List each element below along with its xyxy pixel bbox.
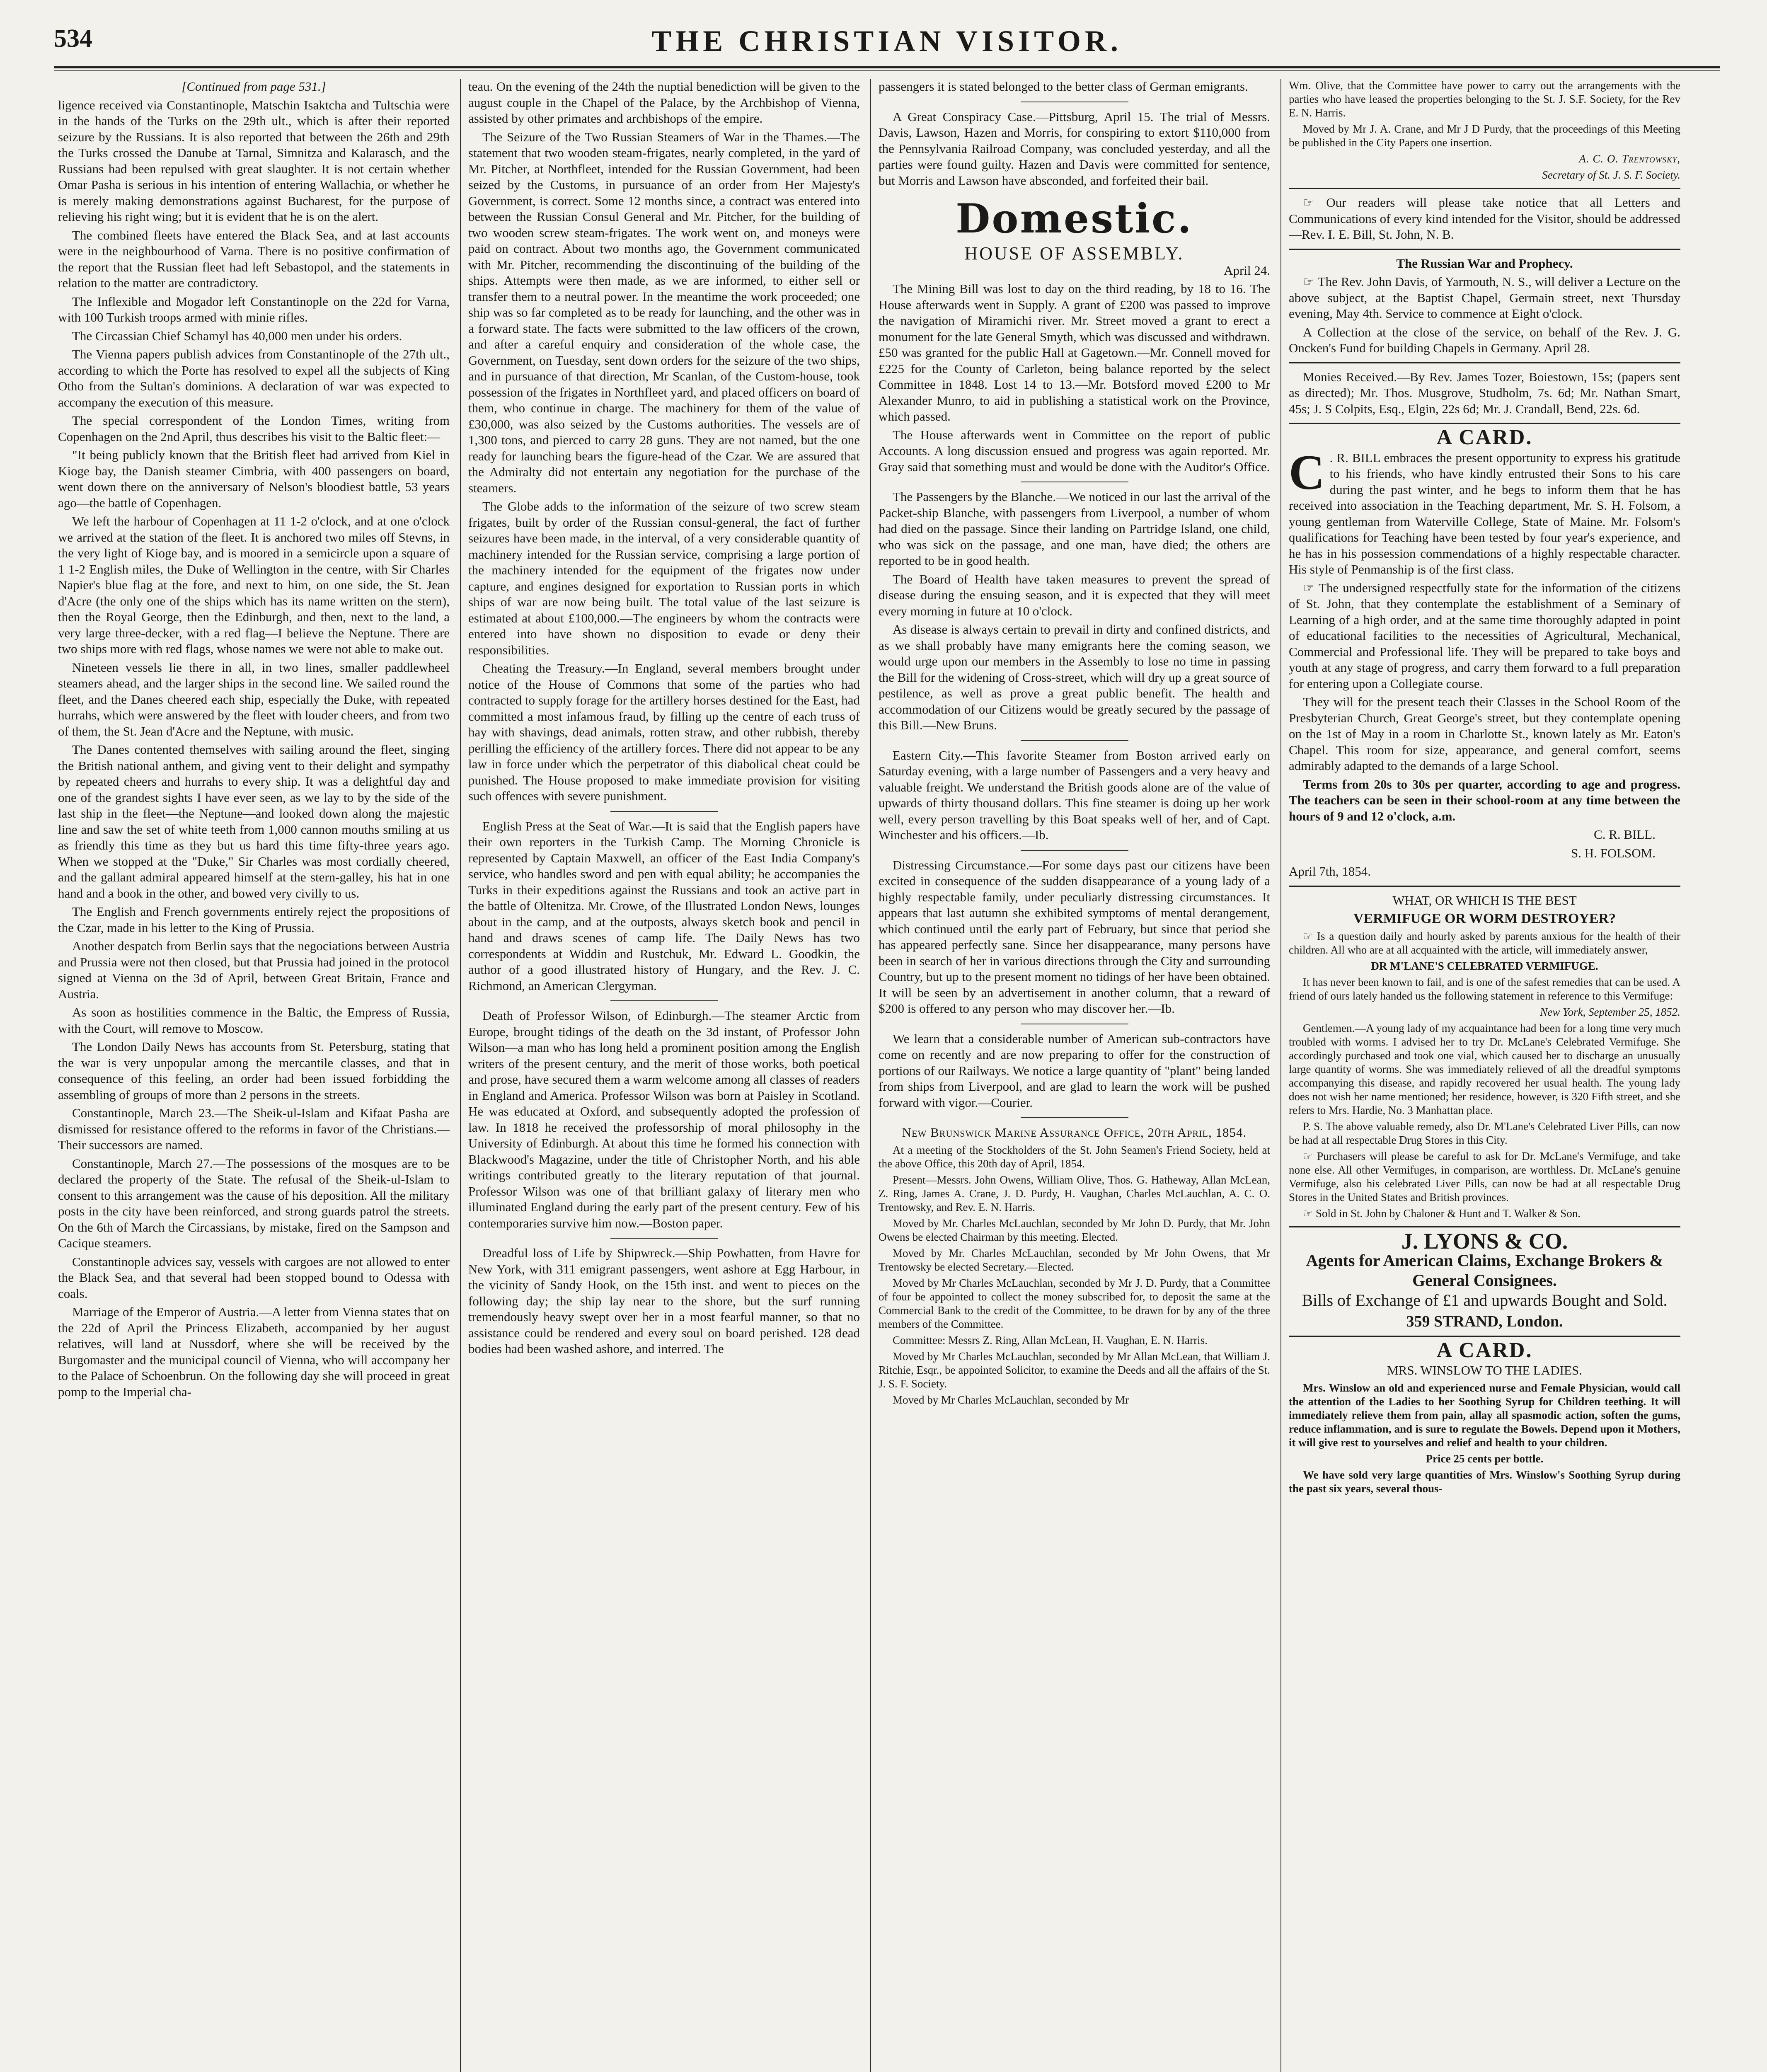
minutes-paragraph: Present—Messrs. John Owens, William Olive, Thos. G. Hatheway, Allan McLean, Z. Ring, James A. Crane, J. D. Purdy, H. Vaughan, Charles McLauchlan, A. C. O. Trentowsky, and Rev. E. N. Harris.	[879, 1173, 1270, 1213]
lyons-heading: J. LYONS & CO.	[1401, 1228, 1568, 1254]
section-rule	[610, 811, 718, 812]
article-paragraph: passengers it is stated belonged to the better class of German emigrants.	[879, 79, 1248, 94]
vermifuge-heading-main: VERMIFUGE OR WORM DESTROYER?	[1353, 911, 1616, 926]
winslow-paragraph: We have sold very large quantities of Mrs. Winslow's Soothing Syrup during the past six years, several thous-	[1289, 1468, 1680, 1495]
vermifuge-paragraph: ☞ Is a question daily and hourly asked by parents anxious for the health of their children. All who are at all acquainted with the article, will immediately answer,	[1289, 929, 1680, 957]
header-rule	[54, 66, 1720, 68]
lyons-subheading: Agents for American Claims, Exchange Brokers & General Consignees.	[1306, 1251, 1663, 1290]
section-rule	[1021, 1117, 1128, 1118]
article-paragraph: Constantinople, March 23.—The Sheik-ul-Islam and Kifaat Pasha are dismissed for resistance offered to the reforms in favor of the Christians.—Their successors are named.	[58, 1106, 450, 1152]
article-paragraph: The Mining Bill was lost to day on the third reading, by 18 to 16. The House afterwards went in Supply. A grant of £200 was passed to improve the navigation of Miramichi river. Mr. Street moved a grant to erect a monument for the late General Smyth, which was discussed and withdrawn. £50 was granted for the public Hall at Gagetown.—Mr. Connell moved for £225 for the County of Carleton, being balance reported by the select Committee in 1848. Lost 14 to 13.—Mr. Botsford moved £200 to Mr Alexander Munro, to aid in publishing a statistical work on the Province, which passed.	[879, 281, 1270, 424]
article-paragraph: Constantinople, March 27.—The possessions of the mosques are to be declared the property of the State. The refusal of the Sheik-ul-Islam to consent to this arrangement was the cause of his deposition. All the military posts in the city have been reinforced, and strong guards patrol the streets. On the 6th of March the Circassians, by mistake, fired on the Sampson and Cacique steamers.	[58, 1156, 450, 1250]
card-date: April 7th, 1854.	[1289, 864, 1371, 879]
winslow-paragraph: Mrs. Winslow an old and experienced nurse and Female Physician, would call the attention of the Ladies to her Soothing Syrup for Children teething. It will immediately relieve them from pain, allay all spasmodic action, soften the gums, reduce inflammation, and is sure to regulate the Bowels. Depend upon it Mothers, it will give rest to yourselves and relief and health to your children.	[1289, 1381, 1680, 1449]
article-paragraph: The Seizure of the Two Russian Steamers of War in the Thames.—The statement that two wooden steam-frigates, nearly completed, in the yard of Mr. Pitcher, at Northfleet, intended for the Russian Government, had been seized by the Customs, in pursuance of an order from Her Majesty's Government, is correct. Some 12 months since, a contract was entered into between the Russian Consul General and Mr. Pitcher, for the building of two wooden screw steam-frigates. The work went on, and moneys were paid on contract. About two months ago, the Government communicated with Mr. Pitcher, recommending the discontinuing of the building of the ships. Attempts were then made, as we are informed, to either sell or transfer them to a neutral power. In the meantime the work proceeded; one ship was so far completed as to be ready for launching, and the other was in a forward state. The facts were submitted to the law officers of the crown, and after a careful enquiry and consideration of the whole case, the Government, on Tuesday, sent down orders for the seizure of the two ships, and in pursuance of that direction, Mr Scanlan, of the Custom-house, took possession of the frigates in Northfleet yard, and placed officers on board of them, who continue in charge. The machinery for them of the value of £30,000, was also seized by the Customs authorities. The vessels are of 1,300 tons, and pierced to carry 28 guns. They are not named, but the one ready for launching bears the figure-head of the Czar. We are assured that the Admiralty did not entertain any negotiation for the purchase of the steamers.	[468, 129, 860, 495]
winslow-subheading: MRS. WINSLOW TO THE LADIES.	[1387, 1363, 1582, 1377]
article-paragraph: The Passengers by the Blanche.—We noticed in our last the arrival of the Packet-ship Blanche, with passengers from Liverpool, a number of whom had died on the passage. Since their landing on Partridge Island, one child, who was sick on the passage, and one man, have died; the others are reported to be in good health.	[879, 489, 1270, 568]
card-paragraph	[1289, 444, 1680, 578]
article-paragraph: The special correspondent of the London Times, writing from Copenhagen on the 2nd April, thus describes his visit to the Baltic fleet:—	[58, 413, 450, 444]
winslow-price: Price 25 cents per bottle.	[1426, 1452, 1544, 1465]
section-rule	[1289, 188, 1680, 189]
card-terms: Terms from 20s to 30s per quarter, according to age and progress. The teachers can be seen in their school-room at any time between the hours of 9 and 12 o'clock, a.m.	[1289, 777, 1680, 823]
section-rule	[1289, 1336, 1680, 1337]
card-text: . R. BILL embraces the present opportunity to express his gratitude to his friends, who have kindly entrusted their Sons to his care during the past winter, and he begs to inform them that he has received into association in the Teaching department, Mr. S. H. Folsom, a young gentleman from Waterville College, State of Maine. Mr. Folsom's qualifications for Teaching have been tested by four year's experience, and he has in his possession commendations of a highly respectable character. His style of Penmanship is of the first class.	[1289, 450, 1680, 576]
article-paragraph: We learn that a considerable number of American sub-contractors have come on recently and are now preparing to offer for the construction of portions of our Railways. We notice a large quantity of "plant" being landed from ships from Liverpool, and are glad to learn the work will be pushed forward with vigor.—Courier.	[879, 1031, 1270, 1110]
assembly-heading: HOUSE OF ASSEMBLY.	[964, 243, 1184, 264]
vermifuge-paragraph: It has never been known to fail, and is one of the safest remedies that can be used. A friend of ours lately handed us the following statement in reference to this Vermifuge:	[1289, 975, 1680, 1002]
card-signature: S. H. FOLSOM.	[1571, 845, 1656, 860]
article-paragraph: The London Daily News has accounts from St. Petersburg, stating that the war is very unpopular among the mercantile classes, and that in consequence of this feeling, an order had been issued forbidding the assembling of groups of more than 2 persons in the streets.	[58, 1039, 450, 1102]
assembly-date: April 24.	[1224, 263, 1270, 278]
page-number: 534	[54, 24, 92, 53]
assurance-heading: New Brunswick Marine Assurance Office, 20th April, 1854.	[902, 1125, 1247, 1140]
article-paragraph: A Great Conspiracy Case.—Pittsburg, April 15. The trial of Messrs. Davis, Lawson, Hazen and Morris, for conspiring to extort $110,000 from the Pennsylvania Railroad Company, was concluded yesterday, and all the parties were found guilty. Hazen and Davis were committed for sentence, but Morris and Lawson have absconded, and forfeited their bail.	[879, 109, 1270, 188]
vermifuge-paragraph: ☞ Sold in St. John by Chaloner & Hunt and T. Walker & Son.	[1289, 1207, 1680, 1220]
section-rule	[610, 1000, 718, 1001]
column-4	[1289, 79, 1680, 2072]
header-rule-thin	[54, 70, 1720, 71]
column-3	[879, 79, 1270, 2072]
minutes-paragraph: Moved by Mr Charles McLauchlan, seconded by Mr J. D. Purdy, that a Committee of four be appointed to collect the money subscribed for, to deposit the same at the Commercial Bank to the credit of the Committee, to be drawn for by any of the three members of the Committee.	[879, 1276, 1270, 1330]
domestic-heading: Domestic.	[956, 195, 1193, 242]
section-rule	[1289, 362, 1680, 363]
section-rule	[610, 1238, 718, 1239]
lecture-paragraph: ☞ The Rev. John Davis, of Yarmouth, N. S., will deliver a Lecture on the above subject, at the Baptist Chapel, Germain street, next Thursday evening, May 4th. Service to commence at Eight o'clock.	[1289, 274, 1680, 322]
section-rule	[1289, 1226, 1680, 1227]
vermifuge-paragraph: ☞ Purchasers will please be careful to ask for Dr. McLane's Vermifuge, and take none else. All other Vermifuges, in comparison, are worthless. Dr. McLane's genuine Vermifuge, also his celebrated Liver Pills, can now be had at all respectable Drug Stores in the United States and British provinces.	[1289, 1150, 1680, 1204]
masthead-title: THE CHRISTIAN VISITOR.	[651, 24, 1122, 58]
card-paragraph: ☞ The undersigned respectfully state for the information of the citizens of St. John, that they contemplate the establishment of a Seminary of Learning of a high order, and at the same time thoroughly adapted in point of educational facilities to the necessities of Agricultural, Mechanical, Commercial and Professional life. They will be prepared to take boys and youth at any stage of progress, and carry them forward to a full preparation for entering upon a Collegiate course.	[1289, 580, 1680, 692]
column-divider	[870, 79, 871, 2072]
column-divider	[1280, 79, 1281, 2072]
article-paragraph: The Globe adds to the information of the seizure of two screw steam frigates, built by order of the Russian consul-general, the fact of further seizures have been made, in the interval, of a very considerable quantity of machinery intended for the Russian service, comprising a large portion of the machinery intended for the equipment of the frigates now under capture, and engines designed for exportation to Russian ports in which ships of war are now being built. The total value of the last seizure is estimated at about £100,000.—The engineers by whom the contracts were entered into have shown no disposition to evade or deny their responsibilities.	[468, 499, 860, 657]
lecture-heading: The Russian War and Prophecy.	[1396, 256, 1573, 271]
minutes-paragraph: Wm. Olive, that the Committee have power to carry out the arrangements with the parties who have leased the properties belonging to the St. J. S.F. Society, for the Rev E. N. Harris.	[1289, 79, 1680, 119]
lyons-address: 359 STRAND, London.	[1406, 1313, 1563, 1330]
article-paragraph: Cheating the Treasury.—In England, several members brought under notice of the House of Commons that some of the parties who had contracted to supply forage for the artillery horses destined for the East, had committed a most infamous fraud, by filling up the centre of each truss of hay with shavings, dead animals, rotten straw, and other rubbish, thereby perilling the efficiency of the artillery forces. There did not appear to be any law in force under which the perpetrator of this diabolical cheat could be punished. The House proposed to make immediate provision for visiting such offences with severe punishment.	[468, 661, 860, 803]
minutes-paragraph: Moved by Mr J. A. Crane, and Mr J D Purdy, that the proceedings of this Meeting be published in the City Papers one insertion.	[1289, 123, 1680, 149]
section-rule	[1289, 423, 1680, 424]
article-paragraph: Nineteen vessels lie there in all, in two lines, smaller paddlewheel steamers ahead, and the larger ships in the second line. We sailed round the fleet, and the Danes cheered each ship, especially the Duke, with repeated hurrahs, which were answered by the fleet with louder cheers, and from two of them, the St. Jean d'Acre and the Neptune, with music.	[58, 660, 450, 738]
minutes-paragraph: Moved by Mr Charles McLauchlan, seconded by Mr Allan McLean, that William J. Ritchie, Esqr., be appointed Solicitor, to examine the Deeds and all the affairs of the St. J. S. F. Society.	[879, 1350, 1270, 1390]
article-paragraph: The Circassian Chief Schamyl has 40,000 men under his orders.	[72, 328, 402, 343]
minutes-paragraph: Moved by Mr Charles McLauchlan, seconded by Mr	[893, 1393, 1129, 1406]
column-1	[58, 79, 450, 2072]
minutes-paragraph: Committee: Messrs Z. Ring, Allan McLean, H. Vaughan, E. N. Harris.	[893, 1334, 1208, 1346]
minutes-paragraph: Moved by Mr. Charles McLauchlan, seconded by Mr John Owens, that Mr Trentowsky be elected Secretary.—Elected.	[879, 1247, 1270, 1273]
article-paragraph: The Inflexible and Mogador left Constantinople on the 22d for Varna, with 100 Turkish troops armed with minie rifles.	[58, 294, 450, 324]
column-2	[468, 79, 860, 2072]
lyons-body: Bills of Exchange of £1 and upwards Bought and Sold.	[1302, 1291, 1668, 1310]
article-paragraph: English Press at the Seat of War.—It is said that the English papers have their own reporters in the Turkish Camp. The Morning Chronicle is represented by Captain Maxwell, an officer of the East India Company's service, who handles sword and pen with equal ability; he accompanies the Turks in their expeditions against the Russians and took an active part in the battle of Oltenitza. Mr. Crowe, of the Illustrated London News, lounges about in the camp, and at the outposts, always sketch book and pencil in hand and draws scenes of camp life. The Daily News has two correspondents at Widdin and Rustchuk, Mr. Edward L. Goodkin, the author of a good illustrated history of Hungary, and the Rev. J. C. Richmond, an American Clergyman.	[468, 818, 860, 993]
article-paragraph: Constantinople advices say, vessels with cargoes are not allowed to enter the Black Sea, and that several had been stopped bound to Odessa with coals.	[58, 1254, 450, 1301]
card-heading: A CARD.	[1436, 426, 1533, 449]
section-rule	[1021, 740, 1128, 741]
column-divider	[460, 79, 461, 2072]
article-paragraph: As disease is always certain to prevail in dirty and confined districts, and as we shall probably have many emigrants here the coming season, we would urge upon our members in the Assembly to lose no time in passing the Bill for the widening of Cross-street, which will dry up a great source of pestilence, as well as prove a great public benefit. The health and accommodation of our Citizens would be greatly secured by the passage of this Bill.—New Bruns.	[879, 622, 1270, 732]
vermifuge-paragraph: P. S. The above valuable remedy, also Dr. M'Lane's Celebrated Liver Pills, can now be had at all respectable Drug Stores in this City.	[1289, 1120, 1680, 1146]
card-paragraph: They will for the present teach their Classes in the School Room of the Presbyterian Church, Great George's street, but they contemplate opening on the 1st of May in a room in Charlotte St., known lately as Mr. Eaton's Chapel. This room for size, appearance, and general comfort, seems admirably adapted to the demands of a large School.	[1289, 695, 1680, 773]
article-paragraph: teau. On the evening of the 24th the nuptial benediction will be given to the august couple in the Chapel of the Palace, by the Archbishop of Vienna, assisted by other primates and archbishops of the empire.	[468, 79, 860, 126]
article-paragraph: The House afterwards went in Committee on the report of public Accounts. A long discussion ensued and progress was again reported. Mr. Gray said that something must and would be done with the Auditor's Office.	[879, 427, 1270, 474]
secretary-name: A. C. O. Trentowsky,	[1579, 152, 1680, 165]
monies-received: Monies Received.—By Rev. James Tozer, Boiestown, 15s; (papers sent as directed); Mr. Thos. Musgrove, Studholm, 7s. 6d; Mr. Nathan Smart, 45s; J. S Colpits, Esq., Elgin, 22s 6d; Mr. J. Crandall, Bend, 22s. 6d.	[1289, 369, 1680, 416]
vermifuge-product: DR M'LANE'S CELEBRATED VERMIFUGE.	[1371, 959, 1598, 972]
lecture-paragraph: A Collection at the close of the service, on behalf of the Rev. J. G. Oncken's Fund for building Chapels in Germany. April 28.	[1289, 324, 1680, 355]
article-paragraph: The English and French governments entirely reject the propositions of the Czar, made in his letter to the King of Prussia.	[58, 904, 450, 935]
drop-cap: C	[1289, 444, 1325, 500]
article-paragraph: Distressing Circumstance.—For some days past our citizens have been excited in consequence of the sudden disappearance of a young lady of a highly respectable family, under peculiarly distressing circumstances. It appears that last autumn she exhibited symptoms of mental derangement, which continued until the early part of February, but since that period she has appeared perfectly sane. Since her disappearance, many persons have been in search of her in various directions through the City and surrounding Country, but up to the present moment no tidings of her have been obtained. It will be seen by an advertisement in another column, that a reward of $200 is offered to any person who may discover her.—Ib.	[879, 857, 1270, 1016]
vermifuge-heading: WHAT, OR WHICH IS THE BEST	[1392, 893, 1577, 908]
card-signature: C. R. BILL.	[1594, 827, 1656, 842]
continued-note: [Continued from page 531.]	[182, 79, 326, 94]
article-paragraph: We left the harbour of Copenhagen at 11 1-2 o'clock, and at one o'clock we arrived at the station of the fleet. It is anchored two miles off Stevns, in the very light of Kioge bay, and is moored in a semicircle upon a square of 1 1-2 English miles, the Duke of Wellington in the centre, with Sir Charles Napier's blue flag at the fore, and next to him, on one side, the St. Jean d'Acre (the only one of the ships which has its name written on the stern), then the Royal George, then the Edinburgh, and then, next to the land, a very large three-decker, with a red flag—I believe the Neptune. There are two ships more with red flags, whose names we were not able to make out.	[58, 514, 450, 656]
article-paragraph: Death of Professor Wilson, of Edinburgh.—The steamer Arctic from Europe, brought tidings of the death on the 3d instant, of Professor John Wilson—a man who has long held a prominent position among the English writers of the present century, and the merit of those works, both poetical and prose, have secured them a warm welcome among all classes of readers in England and America. Professor Wilson was born at Paisley in Scotland. He was educated at Oxford, and subsequently adopted the profession of law. In 1818 he received the professorship of moral philosophy in the University of Edinburgh. At about this time he formed his connection with Blackwood's Magazine, under the title of Christopher North, and his able writings contributed greatly to the literary reputation of that journal. Professor Wilson was one of that brilliant galaxy of literary men who illuminated England during the early part of the present century. Few of his contemporaries survive him now.—Boston paper.	[468, 1008, 860, 1230]
secretary-title: Secretary of St. J. S. F. Society.	[1542, 169, 1680, 181]
article-paragraph: Marriage of the Emperor of Austria.—A letter from Vienna states that on the 22d of April the Princess Elizabeth, accompanied by her august relatives, will land at Nussdorf, where she will be received by the Burgomaster and the municipal council of Vienna, who will accompany her to the Palace of Schoenbrun. On the following day she will proceed in great pomp to the Imperial cha-	[58, 1305, 450, 1399]
article-paragraph: "It being publicly known that the British fleet had arrived from Kiel in Kioge bay, the Danish steamer Cimbria, with 400 passengers on board, went down there on the anniversary of Nelson's bloodiest battle, 53 years ago—the battle of Copenhagen.	[58, 448, 450, 510]
article-paragraph: ligence received via Constantinople, Matschin Isaktcha and Tultschia were in the hands of the Turks on the 29th ult., which is after their reported seizure by the Russians. It is also reported that between the 26th and 29th the Turks crossed the Danube at Tarnal, Simnitza and Kalarasch, and the Russians had been repulsed with great slaughter. It is not certain whether Omar Pasha is serious in his intention of entering Wallachia, or whether he is merely making demonstrations against Bucharest, for the purpose of relieving his right wing; but it is evident that he is on the alert.	[58, 97, 450, 224]
article-paragraph: The Danes contented themselves with sailing around the fleet, singing the British national anthem, and giving vent to their delight and sympathy by repeated cheers and hurrahs to every ship. It was a delightful day and one of the grandest sights I have ever seen, as we lay to by the side of the last ship in the fleet—the Neptune—and looked down along the majestic line and saw the set of white teeth from 1,000 cannon mouths smiling at us as friendly this time as they but us hard this time fifty-three years ago. When we stopped at the "Duke," Sir Charles was most cordially cheered, and the gallant admiral appeared himself at the stern-galley, his hat in one hand and a book in the other, and bowed very civilly to us.	[58, 742, 450, 900]
section-rule	[1289, 886, 1680, 887]
vermifuge-paragraph: Gentlemen.—A young lady of my acquaintance had been for a long time very much troubled with worms. I advised her to try Dr. McLane's Celebrated Vermifuge. She accordingly purchased and took one vial, which caused her to discharge an unusually large quantity of worms. She was immediately relieved of all the dreadful symptoms accompanying this disease, and rapidly recovered her usual health. The young lady does not wish her name mentioned; her residence, however, is 320 Fifth street, and she refers to Mrs. Hardie, No. 3 Manhattan place.	[1289, 1021, 1680, 1116]
article-paragraph: The Vienna papers publish advices from Constantinople of the 27th ult., according to which the Porte has resolved to expel all the subjects of King Otho from the Sultan's dominions. A declaration of war was expected to accompany the execution of this measure.	[58, 347, 450, 409]
address-notice: ☞ Our readers will please take notice that all Letters and Communications of every kind intended for the Visitor, should be addressed—Rev. I. E. Bill, St. John, N. B.	[1289, 195, 1680, 243]
vermifuge-date: New York, September 25, 1852.	[1540, 1005, 1680, 1018]
winslow-card-heading: A CARD.	[1436, 1338, 1533, 1362]
section-rule	[1021, 850, 1128, 851]
article-paragraph: Eastern City.—This favorite Steamer from Boston arrived early on Saturday evening, with a large number of Passengers and a very heavy and valuable freight. We understand the British goods alone are of the value of upwards of thirty thousand dollars. This fine steamer is doing up her work well, every person travelling by this Boat speaks well of her, and of Capt. Winchester and his officers.—Ib.	[879, 748, 1270, 842]
article-paragraph: As soon as hostilities commence in the Baltic, the Empress of Russia, with the Court, will remove to Moscow.	[58, 1005, 450, 1036]
article-paragraph: The combined fleets have entered the Black Sea, and at last accounts were in the neighbourhood of Varna. There is no positive confirmation of the report that the Russian fleet had left Sebastopol, and the statements in relation to the matter are contradictory.	[58, 228, 450, 290]
minutes-paragraph: At a meeting of the Stockholders of the St. John Seamen's Friend Society, held at the above Office, this 20th day of April, 1854.	[879, 1143, 1270, 1170]
article-paragraph: Another despatch from Berlin says that the negociations between Austria and Prussia were not then closed, but that Prussia had joined in the protocol signed at Vienna on the 3d of April, between Great Britain, France and Austria.	[58, 939, 450, 1001]
minutes-paragraph: Moved by Mr. Charles McLauchlan, seconded by Mr John D. Purdy, that Mr. John Owens be elected Chairman by this meeting. Elected.	[879, 1217, 1270, 1243]
section-rule	[1289, 249, 1680, 250]
page-header	[54, 24, 1720, 70]
article-paragraph: The Board of Health have taken measures to prevent the spread of disease during the ensuing season, and it is expected that they will meet every morning in future at 10 o'clock.	[879, 571, 1270, 618]
article-paragraph: Dreadful loss of Life by Shipwreck.—Ship Powhatten, from Havre for New York, with 311 emigrant passengers, went ashore at Egg Harbour, in the vicinity of Sandy Hook, on the 15th inst. and went to pieces on the following day; the ship lay near to the shore, but the surf running tremendously heavy swept over her in a most fearful manner, so that no assistance could be rendered and every soul on board perished. 128 dead bodies had been washed ashore, and interred. The	[468, 1246, 860, 1356]
